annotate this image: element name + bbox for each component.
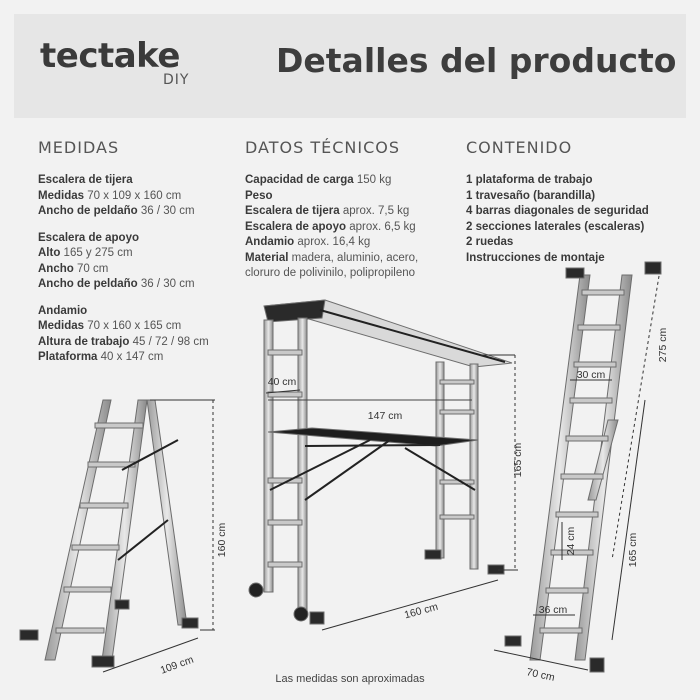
spec-line: Andamio: [38, 304, 88, 317]
spec-line: Escalera de apoyo aprox. 6,5 kg: [245, 220, 416, 233]
dim-label-ladder-spacing: 24 cm: [565, 526, 577, 556]
section-heading: DATOS TÉCNICOS: [245, 138, 401, 157]
spec-line: Alto 165 y 275 cm: [38, 247, 133, 259]
dim-label-ladder-width: 70 cm: [525, 666, 556, 684]
stepladder-illustration: [20, 400, 198, 667]
page-title: Detalles del producto: [276, 41, 677, 80]
content-item: Instrucciones de montaje: [466, 251, 605, 264]
spec-line: Peso: [245, 189, 273, 202]
spec-line: Andamio aprox. 16,4 kg: [245, 236, 371, 248]
brand-logo: tectake: [40, 36, 180, 76]
spec-line: Ancho de peldaño 36 / 30 cm: [38, 278, 195, 290]
dim-label-ladder-rung-top: 30 cm: [576, 369, 606, 381]
scaffold-illustration: [249, 300, 512, 624]
section-heading: MEDIDAS: [38, 138, 120, 157]
content-item: 4 barras diagonales de seguridad: [466, 205, 649, 217]
section-heading: CONTENIDO: [466, 138, 573, 157]
dim-label-scaffold-length: 147 cm: [367, 410, 403, 422]
content-item: 1 plataforma de trabajo: [466, 174, 593, 186]
dim-label-ladder-section: 165 cm: [627, 532, 639, 568]
spec-line: Altura de trabajo 45 / 72 / 98 cm: [38, 335, 209, 348]
dim-label-ladder-full: 275 cm: [657, 327, 669, 363]
extension-ladder-illustration: [505, 262, 661, 672]
content-item: 1 travesaño (barandilla): [466, 189, 596, 202]
dim-label-ladder-rung-bottom: 36 cm: [538, 604, 568, 616]
content-item: 2 ruedas: [466, 236, 514, 248]
spec-line: Ancho de peldaño 36 / 30 cm: [38, 205, 195, 217]
spec-line: Medidas 70 x 109 x 160 cm: [38, 189, 182, 202]
dim-label-stepladder-height: 160 cm: [216, 522, 228, 558]
spec-line: Capacidad de carga 150 kg: [245, 174, 392, 186]
spec-line: Escalera de tijera: [38, 174, 133, 186]
dim-label-scaffold-height: 165 cm: [512, 442, 524, 478]
spec-line: Medidas 70 x 160 x 165 cm: [38, 320, 182, 332]
content-item: 2 secciones laterales (escaleras): [466, 220, 645, 233]
spec-line: Plataforma 40 x 147 cm: [38, 351, 164, 363]
spec-line: cloruro de polivinilo, polipropileno: [245, 267, 416, 279]
brand-logo-sub: DIY: [163, 72, 190, 88]
footer-note: Las medidas son aproximadas: [275, 673, 425, 685]
dim-label-stepladder-depth: 109 cm: [158, 653, 196, 677]
dim-label-scaffold-depth: 40 cm: [267, 376, 297, 388]
dim-label-scaffold-base: 160 cm: [403, 600, 440, 622]
spec-line: Escalera de tijera aprox. 7,5 kg: [245, 205, 410, 217]
spec-line: Escalera de apoyo: [38, 231, 139, 244]
spec-line: Ancho 70 cm: [38, 262, 109, 275]
spec-line: Material madera, aluminio, acero,: [245, 251, 419, 264]
